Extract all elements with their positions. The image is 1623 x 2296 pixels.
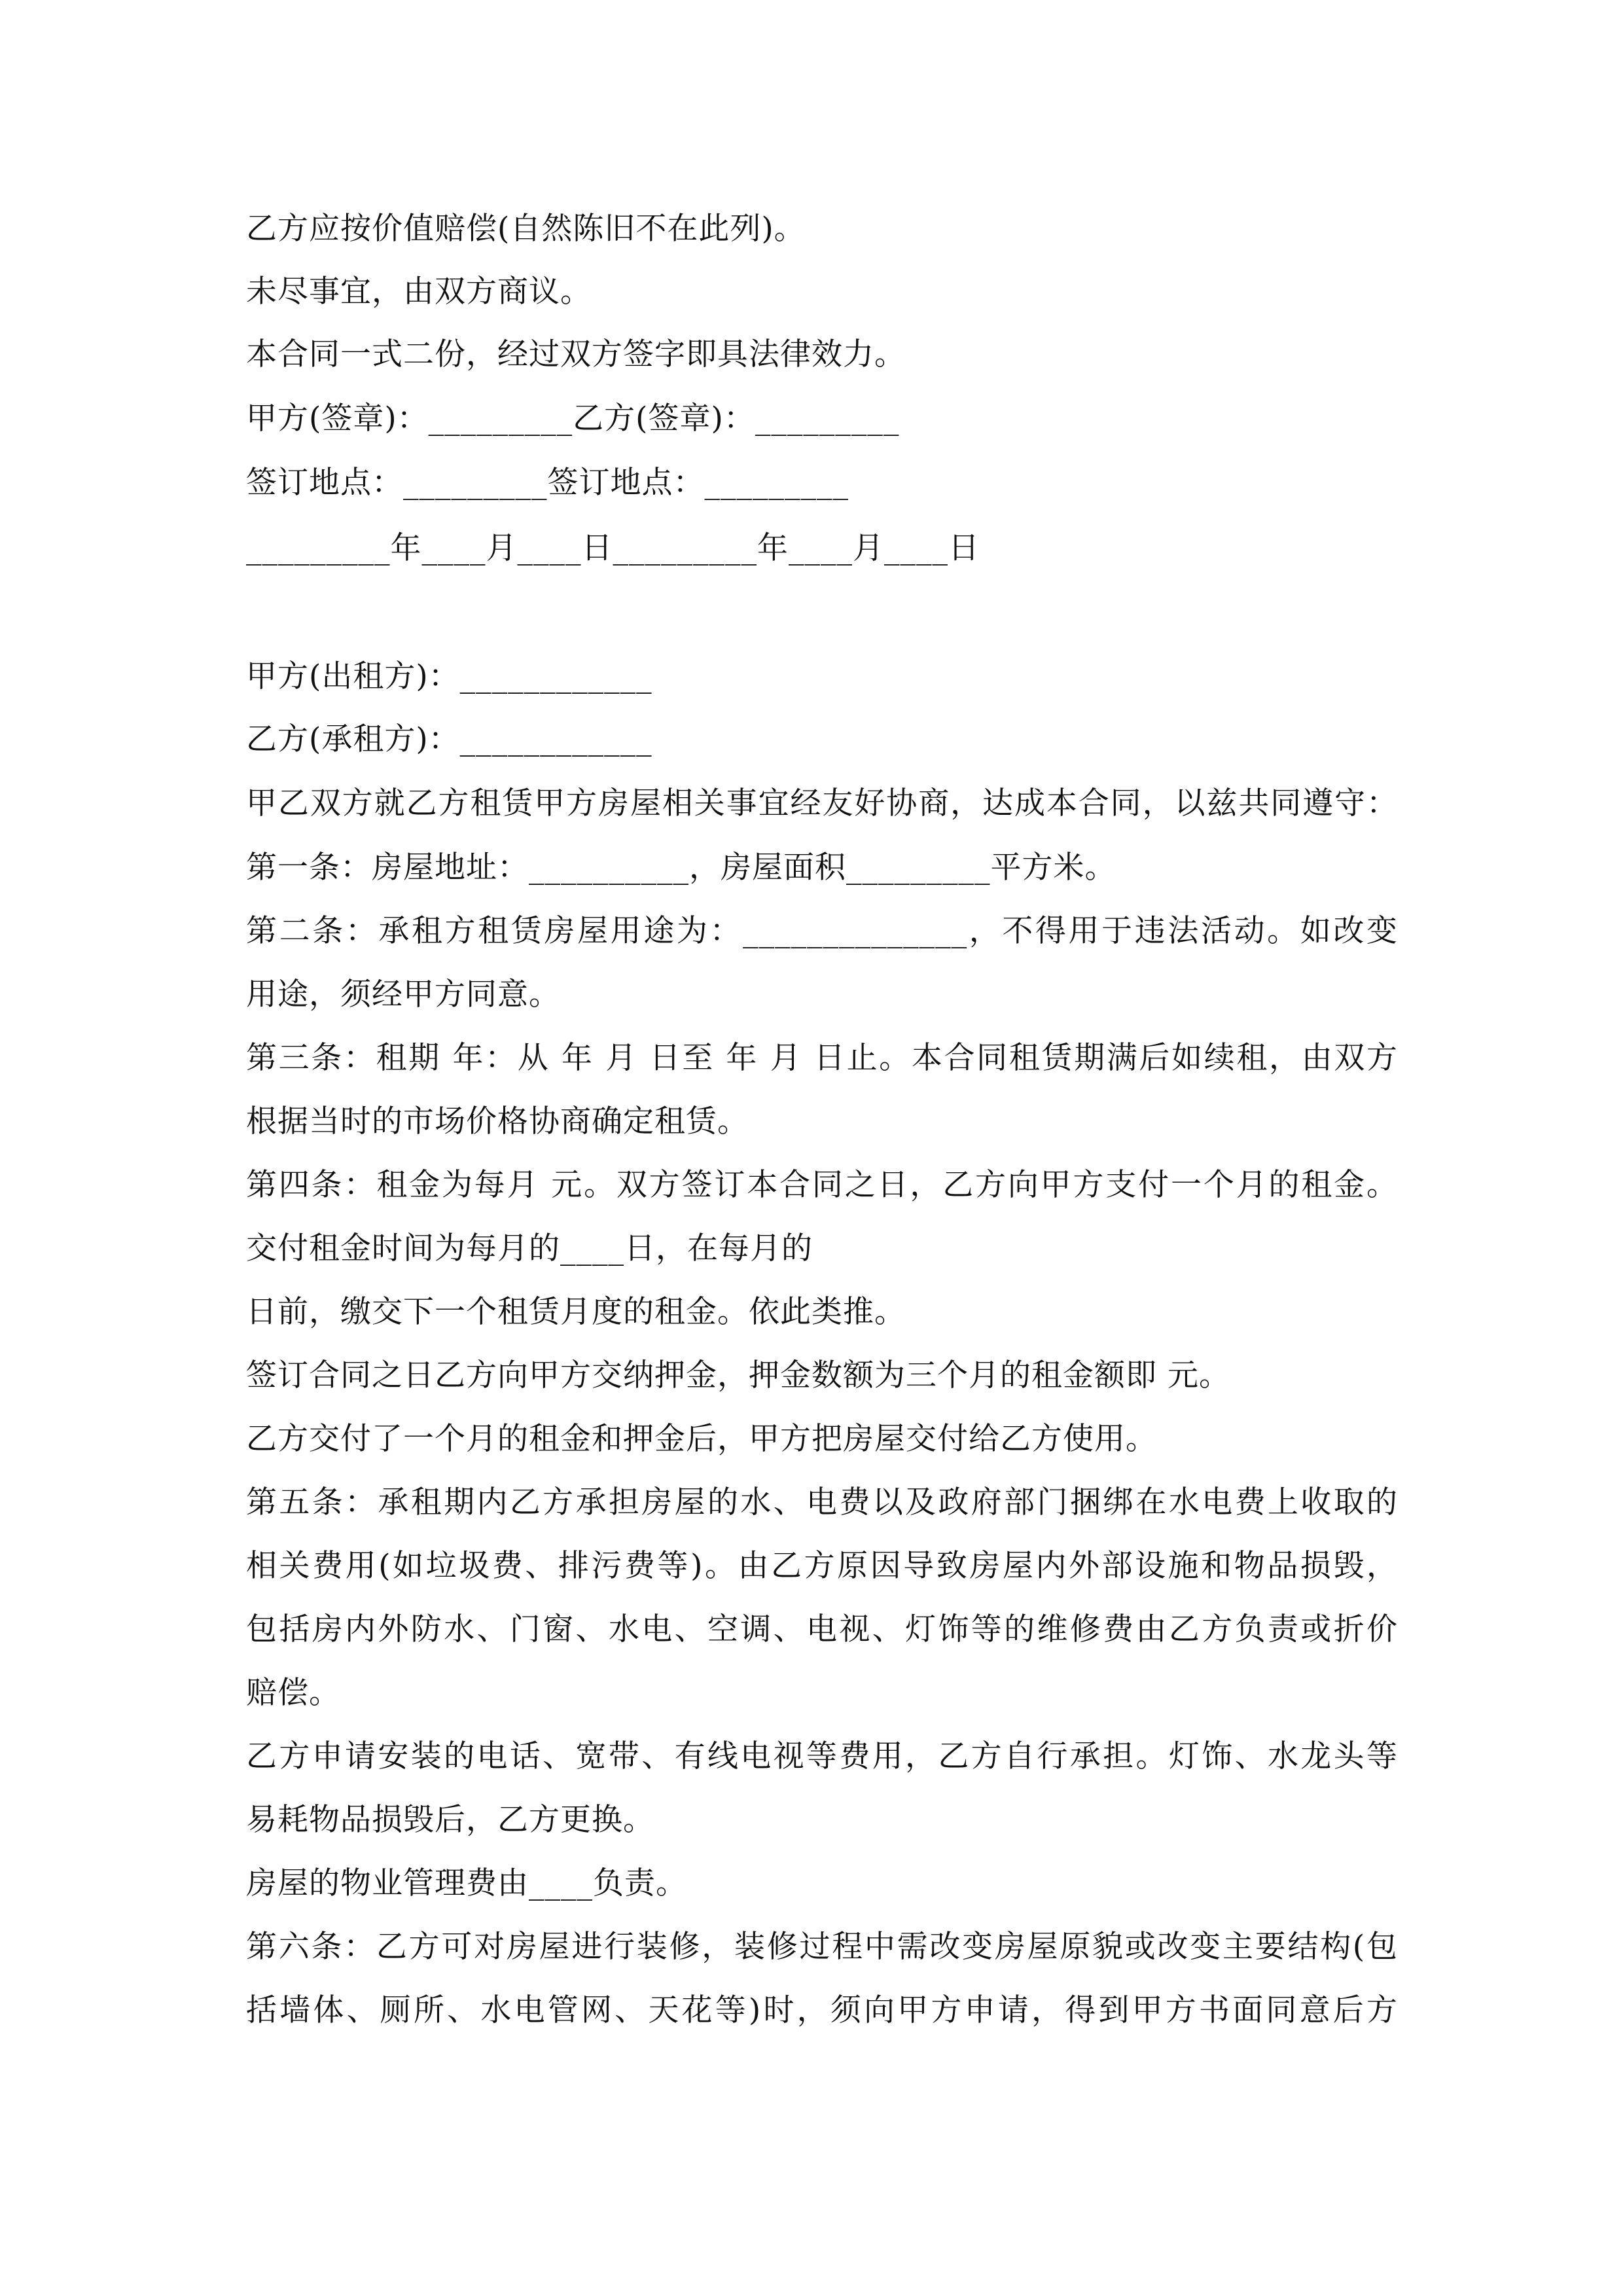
- article-4-line: 交付租金时间为每月的____日，在每月的: [246, 1230, 813, 1266]
- text-line: 本合同一式二份，经过双方签字即具法律效力。: [246, 336, 906, 372]
- text-line: 未尽事宜，由双方商议。: [246, 274, 592, 310]
- article-4-line: 第四条：租金为每月 元。双方签订本合同之日，乙方向甲方支付一个月的租金。: [246, 1167, 1398, 1203]
- signature-line: 甲方(签章)：_________乙方(签章)：_________: [246, 401, 900, 437]
- date-line: _________年____月____日_________年____月____日: [246, 530, 980, 566]
- deposit-line: 签订合同之日乙方向甲方交纳押金，押金数额为三个月的租金额即 元。: [246, 1357, 1230, 1393]
- article-5-line: 第五条：承租期内乙方承担房屋的水、电费以及政府部门捆绑在水电费上收取的: [246, 1484, 1398, 1520]
- article-6-line: 括墙体、厕所、水电管网、天花等)时，须向甲方申请，得到甲方书面同意后方: [246, 1992, 1398, 2028]
- article-5-line: 乙方申请安装的电话、宽带、有线电视等费用，乙方自行承担。灯饰、水龙头等: [246, 1738, 1398, 1774]
- handover-line: 乙方交付了一个月的租金和押金后，甲方把房屋交付给乙方使用。: [246, 1421, 1157, 1457]
- signing-place-line: 签订地点：_________签订地点：_________: [246, 465, 849, 501]
- article-3-line: 第三条：租期 年：从 年 月 日至 年 月 日止。本合同租赁期满后如续租，由双方: [246, 1040, 1398, 1076]
- article-2-line: 第二条：承租方租赁房屋用途为：______________，不得用于违法活动。如改变: [246, 913, 1398, 949]
- article-1-line: 第一条：房屋地址：__________，房屋面积_________平方米。: [246, 850, 1116, 886]
- article-2-line: 用途，须经甲方同意。: [246, 977, 560, 1013]
- article-3-line: 根据当时的市场价格协商确定租赁。: [246, 1103, 749, 1139]
- lessor-line: 甲方(出租方)：____________: [246, 658, 652, 694]
- article-5-line: 易耗物品损毁后，乙方更换。: [246, 1802, 654, 1838]
- text-line: 乙方应按价值赔偿(自然陈旧不在此列)。: [246, 211, 806, 247]
- lessee-line: 乙方(承租方)：____________: [246, 721, 652, 757]
- article-4-line: 日前，缴交下一个租赁月度的租金。依此类推。: [246, 1294, 906, 1330]
- preamble-line: 甲乙双方就乙方租赁甲方房屋相关事宜经友好协商，达成本合同，以兹共同遵守：: [246, 785, 1398, 821]
- article-6-line: 第六条：乙方可对房屋进行装修，装修过程中需改变房屋原貌或改变主要结构(包: [246, 1929, 1398, 1965]
- property-fee-line: 房屋的物业管理费由____负责。: [246, 1865, 687, 1901]
- article-5-line: 包括房内外防水、门窗、水电、空调、电视、灯饰等的维修费由乙方负责或折价: [246, 1611, 1398, 1647]
- article-5-line: 相关费用(如垃圾费、排污费等)。由乙方原因导致房屋内外部设施和物品损毁，: [246, 1548, 1398, 1584]
- article-5-line: 赔偿。: [246, 1675, 340, 1711]
